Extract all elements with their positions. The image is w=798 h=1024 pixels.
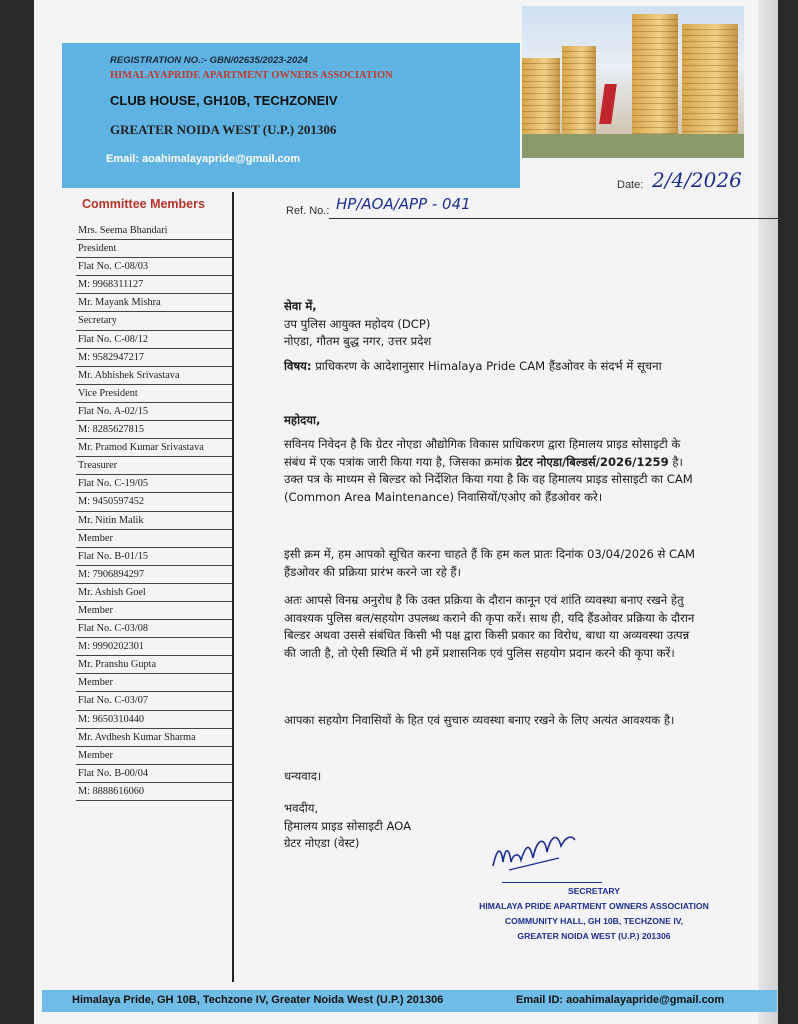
recipient-line-1: उप पुलिस आयुक्त महोदय (DCP) xyxy=(284,316,431,331)
ref-underline xyxy=(329,218,778,219)
committee-member-line: President xyxy=(76,240,233,258)
committee-member-line: Member xyxy=(76,747,233,765)
para1-reference: ग्रेटर नोएडा/बिल्डर्स/2026/1259 xyxy=(515,454,669,469)
letterhead-page xyxy=(34,0,778,1024)
committee-member-line: Mrs. Seema Bhandari xyxy=(76,222,233,240)
committee-member-line: Secretary xyxy=(76,312,233,330)
registration-number: REGISTRATION NO.:- GBN/02635/2023-2024 xyxy=(110,55,308,66)
committee-member-line: Flat No. C-03/08 xyxy=(76,620,233,638)
stamp-address: COMMUNITY HALL, GH 10B, TECHZONE IV, xyxy=(504,916,684,926)
letter-subject xyxy=(284,358,704,376)
committee-member-line: M: 9582947217 xyxy=(76,349,233,367)
letter-paragraph-3 xyxy=(284,592,704,662)
para1-text: सविनय निवेदन है कि ग्रेटर नोएडा औद्योगिक विकास प्राधिकरण द्वारा हिमालय प्राइड सोसाइटी के संबंध में एक पत्रांक जारी किया गया है, जिसका क्रमांक xyxy=(284,437,681,469)
letter-salutation xyxy=(284,412,704,430)
committee-member-line: Flat No. C-19/05 xyxy=(76,475,233,493)
committee-member-line: Mr. Abhishek Srivastava xyxy=(76,367,233,385)
subject-text: प्राधिकरण के आदेशानुसार Himalaya Pride CAM हैंडओवर के संदर्भ में सूचना xyxy=(315,359,662,373)
footer-email: Email ID: aoahimalayapride@gmail.com xyxy=(516,994,725,1006)
committee-member-line: Flat No. C-08/12 xyxy=(76,331,233,349)
stamp-association: HIMALAYA PRIDE APARTMENT OWNERS ASSOCIATION xyxy=(479,901,709,911)
para4-text: आपका सहयोग निवासियों के हित एवं सुचारु व्यवस्था बनाए रखने के लिए अत्यंत आवश्यक है। xyxy=(284,713,675,727)
committee-member-line: Mr. Mayank Mishra xyxy=(76,294,233,312)
closing-text: भवदीय, xyxy=(284,801,319,815)
subject-label: विषय: xyxy=(284,359,312,373)
committee-member-line: Flat No. B-00/04 xyxy=(76,765,233,783)
letter-thanks xyxy=(284,768,704,786)
letter-address-block xyxy=(284,298,704,351)
city-address: GREATER NOIDA WEST (U.P.) 201306 xyxy=(110,122,337,137)
letter-paragraph-1 xyxy=(284,436,704,506)
para3-text: अतः आपसे विनम्र अनुरोध है कि उक्त प्रक्रिया के दौरान कानून एवं शांति व्यवस्था बनाए रखने हेतु आवश्यक पुलिस बल/सहयोग उपलब्ध कराने की कृपा करें। साथ ही, यदि हैंडओवर प्रक्रिया के दौरान बिल्डर अथवा उससे संबंधित किसी भी पक्ष द्वारा किसी प्रकार का विरोध, बाधा या अव्यवस्था उत्पन्न की जाती है, तो ऐसी स्थिति में भी हमें प्रशासनिक एवं पुलिस सहयोग प्रदान करने की कृपा करें। xyxy=(284,593,695,660)
committee-member-line: Member xyxy=(76,530,233,548)
letterhead-footer xyxy=(42,990,777,1012)
stamp-title: SECRETARY xyxy=(567,886,621,896)
column-divider xyxy=(232,192,234,982)
committee-member-line: Flat No. B-01/15 xyxy=(76,548,233,566)
committee-member-line: Flat No. C-08/03 xyxy=(76,258,233,276)
recipient-line-2: नोएडा, गौतम बुद्ध नगर, उत्तर प्रदेश xyxy=(284,334,432,348)
committee-member-line: Treasurer xyxy=(76,457,233,475)
secretary-stamp xyxy=(474,884,714,944)
committee-member-line: Member xyxy=(76,602,233,620)
page-edge-shadow xyxy=(758,0,778,1024)
date-label: Date: xyxy=(617,179,644,191)
committee-member-line: Vice President xyxy=(76,385,233,403)
letter-paragraph-4 xyxy=(284,712,704,730)
committee-member-line: Mr. Nitin Malik xyxy=(76,512,233,530)
letterhead-banner xyxy=(62,43,520,188)
committee-member-line: M: 9650310440 xyxy=(76,711,233,729)
committee-member-line: Flat No. C-03/07 xyxy=(76,692,233,710)
letter-paragraph-2 xyxy=(284,546,704,581)
header-email: Email: aoahimalayapride@gmail.com xyxy=(106,153,301,165)
flag-icon xyxy=(599,84,617,124)
society-building-photo xyxy=(522,6,744,158)
committee-member-line: Flat No. A-02/15 xyxy=(76,403,233,421)
committee-member-line: M: 8285627815 xyxy=(76,421,233,439)
committee-member-line: M: 7906894297 xyxy=(76,566,233,584)
sender-line-2: ग्रेटर नोएडा (वेस्ट) xyxy=(284,836,360,850)
para1-rest: है। उक्त पत्र के माध्यम से बिल्डर को निर्देशित किया गया है कि वह हिमालय प्राइड सोसाइटी का CAM (Common Area Maintenance) निवासियों/एओए को हैंडओवर करे। xyxy=(284,454,693,504)
letter-to: सेवा में, xyxy=(284,299,317,313)
footer-address: Himalaya Pride, GH 10B, Techzone IV, Greater Noida West (U.P.) 201306 xyxy=(72,994,444,1006)
committee-title: Committee Members xyxy=(82,197,205,211)
committee-member-line: Mr. Pramod Kumar Srivastava xyxy=(76,439,233,457)
ref-value: HP/AOA/APP - 041 xyxy=(336,195,471,213)
date-value: 2/4/2026 xyxy=(652,168,742,192)
association-name: HIMALAYAPRIDE APARTMENT OWNERS ASSOCIATION xyxy=(110,70,393,81)
club-house-address: CLUB HOUSE, GH10B, TECHZONEIV xyxy=(110,93,338,108)
committee-member-line: M: 9990202301 xyxy=(76,638,233,656)
salutation: महोदया, xyxy=(284,413,321,427)
stamp-city: GREATER NOIDA WEST (U.P.) 201306 xyxy=(517,931,671,941)
sender-line-1: हिमालय प्राइड सोसाइटी AOA xyxy=(284,818,412,833)
thanks-text: धन्यवाद। xyxy=(284,769,322,783)
committee-member-line: M: 8888616060 xyxy=(76,783,233,801)
committee-member-line: Mr. Pranshu Gupta xyxy=(76,656,233,674)
para2-text: इसी क्रम में, हम आपको सूचित करना चाहते हैं कि हम कल प्रातः दिनांक 03/04/2026 से CAM हैंडओवर की प्रक्रिया प्रारंभ करने जा रहे हैं। xyxy=(284,547,696,579)
handwritten-signature xyxy=(489,818,579,878)
committee-member-line: Mr. Ashish Goel xyxy=(76,584,233,602)
committee-list xyxy=(76,222,233,801)
committee-member-line: M: 9968311127 xyxy=(76,276,233,294)
committee-member-line: M: 9450597452 xyxy=(76,493,233,511)
ref-label: Ref. No.: xyxy=(286,205,330,217)
committee-member-line: Member xyxy=(76,674,233,692)
stamp-rule xyxy=(502,882,602,883)
photo-ground xyxy=(522,134,744,158)
committee-member-line: Mr. Avdhesh Kumar Sharma xyxy=(76,729,233,747)
